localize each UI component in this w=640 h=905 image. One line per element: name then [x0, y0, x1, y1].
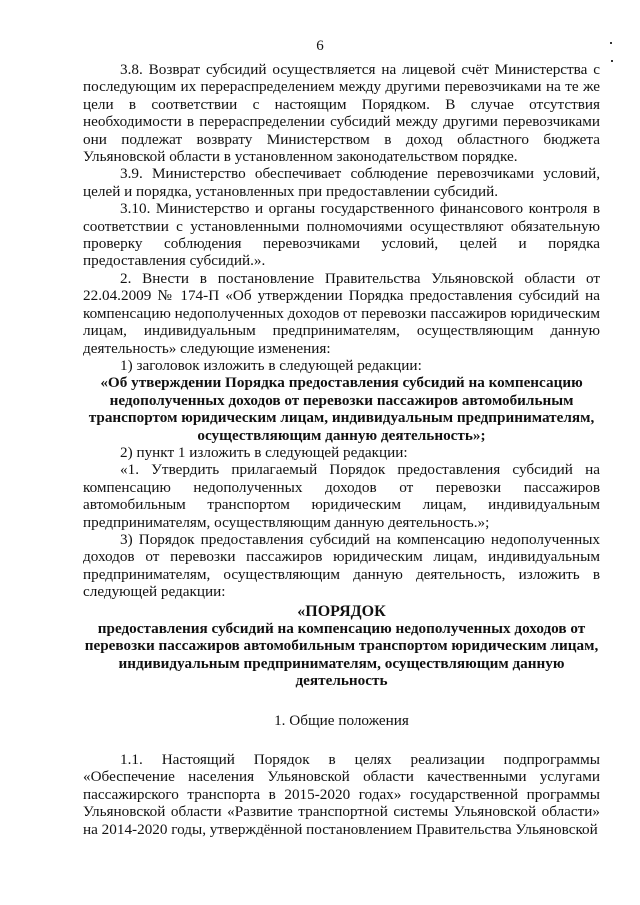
- paragraph-2: 2. Внести в постановление Правительства Ульяновской области от 22.04.2009 № 174-П «Об утверждении Порядка предоставления субсидий на компенсацию недополученных доходов от перевозки пассажиров юридическим лицам, индивидуальным предпринимателям, осуществляющим данную деятельность» следующие изменения:: [83, 269, 600, 357]
- paragraph-2-2: 2) пункт 1 изложить в следующей редакции:: [120, 443, 408, 461]
- paragraph-1-1: 1.1. Настоящий Порядок в целях реализации подпрограммы «Обеспечение населения Ульяновской области качественными услугами пассажирского транспорта в 2015-2020 годах» государственной программы Ульяновской области «Развитие транспортной системы Ульяновской области» на 2014-2020 годы, утверждённой постановлением Правительства Ульяновской: [83, 751, 600, 838]
- section-heading: 1. Общие положения: [274, 711, 409, 729]
- scan-mark: [611, 60, 613, 62]
- document-body: [83, 61, 600, 838]
- scan-mark: [610, 42, 612, 44]
- paragraph-3-10: 3.10. Министерство и органы государственного финансового контроля в соответствии с установленными полномочиями осуществляют обязательную проверку соблюдения перевозчиками условий, целей и порядка предоставления субсидий.».: [83, 200, 600, 270]
- page-number: 6: [316, 38, 324, 54]
- order-subtitle: предоставления субсидий на компенсацию недополученных доходов от перевозки пассажиров автомобильным транспортом юридическим лицам, индивидуальным предпринимателям, осуществляющим данную деятельность: [84, 620, 599, 690]
- paragraph-3-9: 3.9. Министерство обеспечивает соблюдение перевозчиками условий, целей и порядка, установленных при предоставлении субсидий.: [83, 165, 600, 200]
- paragraph-2-1-new-title: «Об утверждении Порядка предоставления субсидий на компенсацию недополученных доходов от перевозки пассажиров автомобильным транспортом юридическим лицам, индивидуальным предпринимателям, осуществляющим данную деятельность»;: [88, 374, 595, 444]
- paragraph-2-1: 1) заголовок изложить в следующей редакции:: [120, 356, 422, 374]
- paragraph-2-2-text: «1. Утвердить прилагаемый Порядок предоставления субсидий на компенсацию недополученных доходов от перевозки пассажиров автомобильным транспортом юридическим лицам, индивидуальным предпринимателям, осуществляющим данную деятельность.»;: [83, 461, 600, 531]
- order-title: «ПОРЯДОК: [297, 602, 386, 620]
- paragraph-2-3: 3) Порядок предоставления субсидий на компенсацию недополученных доходов от перевозки пассажиров юридическим лицам, индивидуальным предпринимателям, осуществляющим данную деятельность, изложить в следующей редакции:: [83, 530, 600, 601]
- paragraph-3-8: 3.8. Возврат субсидий осуществляется на лицевой счёт Министерства с последующим их перераспределением между другими перевозчиками на те же цели в соответствии с настоящим Порядком. В случае отсутствия необходимости в перераспределении субсидий между другими перевозчиками они подлежат возврату Министерством в доход областного бюджета Ульяновской области в установленном законодательством порядке.: [83, 61, 600, 166]
